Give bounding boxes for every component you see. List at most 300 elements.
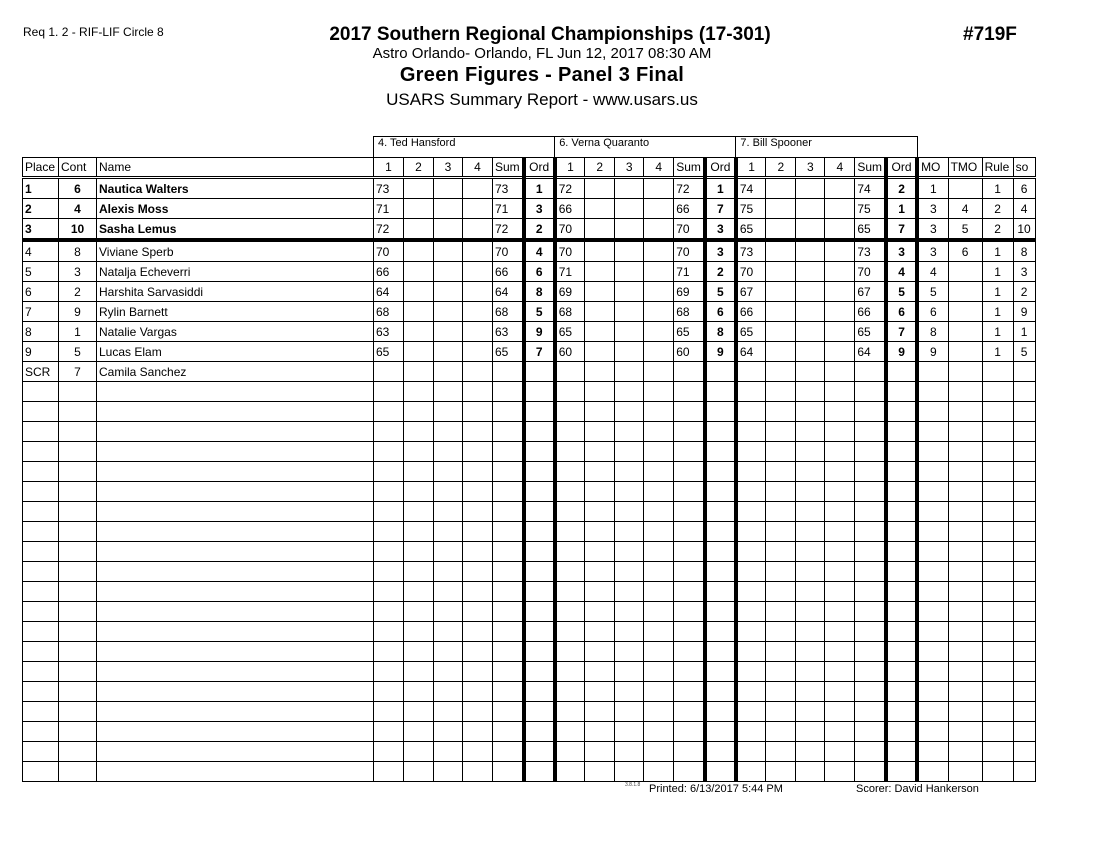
- judge2-score-3: [615, 762, 644, 782]
- judge1-sum: [493, 362, 524, 382]
- judge1-sum: [493, 682, 524, 702]
- judge3-score-2: [766, 562, 796, 582]
- judge2-score-4: [644, 262, 674, 282]
- cont-cell: 6: [59, 178, 97, 199]
- judge1-score-3: [434, 219, 463, 241]
- judge1-score-4: [463, 302, 493, 322]
- skater-name: [97, 462, 374, 482]
- judge2-score-1: [555, 762, 585, 782]
- event-id: #719F: [963, 24, 1017, 45]
- judge3-score-1: [736, 682, 766, 702]
- col-header-j2-sum: Sum: [674, 158, 705, 178]
- judge2-sum: 60: [674, 342, 705, 362]
- judge2-ord: 8: [705, 322, 736, 342]
- judge2-score-2: [585, 482, 615, 502]
- request-label: Req 1. 2 - RIF-LIF Circle 8: [23, 25, 164, 39]
- judge2-ord: [705, 682, 736, 702]
- mo-cell: [917, 642, 948, 662]
- tmo-cell: [948, 342, 982, 362]
- judge3-sum: 65: [855, 322, 886, 342]
- judge1-score-3: [434, 362, 463, 382]
- cont-cell: 4: [59, 199, 97, 219]
- col-header-j1-ord: Ord: [524, 158, 555, 178]
- judge1-score-4: [463, 219, 493, 241]
- empty-row: [23, 382, 1036, 402]
- place-cell: [23, 502, 59, 522]
- judge1-score-4: [463, 582, 493, 602]
- judge1-score-4: [463, 482, 493, 502]
- judge2-score-3: [615, 282, 644, 302]
- so-cell: 1: [1013, 322, 1035, 342]
- skater-name: [97, 742, 374, 762]
- judge1-score-3: [434, 502, 463, 522]
- judge2-ord: 9: [705, 342, 736, 362]
- judge3-ord: [886, 442, 917, 462]
- judge3-score-3: [796, 178, 825, 199]
- judge3-ord: [886, 702, 917, 722]
- judge1-score-1: [374, 742, 404, 762]
- judge3-score-4: [825, 762, 855, 782]
- judge3-score-3: [796, 622, 825, 642]
- place-cell: [23, 702, 59, 722]
- judge1-score-1: [374, 602, 404, 622]
- judge1-score-3: [434, 442, 463, 462]
- judge3-score-2: [766, 502, 796, 522]
- mo-cell: [917, 502, 948, 522]
- col-header-j1-sum: Sum: [493, 158, 524, 178]
- cont-cell: [59, 382, 97, 402]
- col-header-so: so: [1013, 158, 1035, 178]
- judge3-score-1: [736, 562, 766, 582]
- judge3-score-1: [736, 762, 766, 782]
- judge3-ord: 2: [886, 178, 917, 199]
- judge3-sum: [855, 722, 886, 742]
- judge1-score-1: 63: [374, 322, 404, 342]
- judge3-score-2: [766, 282, 796, 302]
- judge1-score-2: [404, 240, 434, 262]
- tmo-cell: [948, 282, 982, 302]
- judge2-ord: [705, 442, 736, 462]
- place-cell: [23, 422, 59, 442]
- empty-row: [23, 562, 1036, 582]
- mo-cell: [917, 402, 948, 422]
- judge3-ord: 4: [886, 262, 917, 282]
- judge3-score-4: [825, 462, 855, 482]
- judge2-score-3: [615, 402, 644, 422]
- tmo-cell: [948, 362, 982, 382]
- judge2-score-4: [644, 422, 674, 442]
- judge2-ord: [705, 582, 736, 602]
- judge2-sum: [674, 382, 705, 402]
- judge2-score-2: [585, 742, 615, 762]
- judge2-score-3: [615, 642, 644, 662]
- judge1-score-3: [434, 262, 463, 282]
- judge1-score-1: [374, 642, 404, 662]
- table-row: [23, 262, 1036, 282]
- judge3-score-2: [766, 199, 796, 219]
- so-cell: [1013, 442, 1035, 462]
- judge1-ord: [524, 602, 555, 622]
- judge2-score-1: 69: [555, 282, 585, 302]
- judge1-score-4: [463, 282, 493, 302]
- judge3-score-4: [825, 502, 855, 522]
- judge1-score-2: [404, 682, 434, 702]
- judge1-score-1: [374, 582, 404, 602]
- judge2-score-1: 66: [555, 199, 585, 219]
- col-header-j3-sum: Sum: [855, 158, 886, 178]
- mo-cell: [917, 382, 948, 402]
- judge3-sum: [855, 602, 886, 622]
- judge2-score-4: [644, 342, 674, 362]
- judge3-score-4: [825, 562, 855, 582]
- judge1-score-4: [463, 542, 493, 562]
- judge2-sum: [674, 502, 705, 522]
- judge3-sum: [855, 762, 886, 782]
- judge1-score-2: [404, 178, 434, 199]
- judge1-sum: [493, 502, 524, 522]
- judge3-sum: 65: [855, 219, 886, 241]
- judge2-score-1: [555, 602, 585, 622]
- judge3-ord: [886, 482, 917, 502]
- judge2-score-4: [644, 462, 674, 482]
- rule-cell: [982, 582, 1013, 602]
- judge1-ord: [524, 742, 555, 762]
- judge1-sum: [493, 422, 524, 442]
- judge2-score-4: [644, 199, 674, 219]
- judge1-score-1: [374, 382, 404, 402]
- skater-name: Natalie Vargas: [97, 322, 374, 342]
- rule-cell: [982, 702, 1013, 722]
- judge1-score-2: [404, 199, 434, 219]
- cont-cell: [59, 722, 97, 742]
- judge3-score-4: [825, 322, 855, 342]
- judge3-score-2: [766, 462, 796, 482]
- tmo-cell: [948, 662, 982, 682]
- empty-row: [23, 422, 1036, 442]
- judge3-score-3: [796, 362, 825, 382]
- skater-name: [97, 662, 374, 682]
- judge3-score-1: [736, 522, 766, 542]
- judge3-score-1: [736, 362, 766, 382]
- judge3-score-4: [825, 199, 855, 219]
- table-row: [23, 178, 1036, 199]
- judge3-score-4: [825, 282, 855, 302]
- judge3-score-1: 65: [736, 322, 766, 342]
- judge3-ord: 7: [886, 322, 917, 342]
- judge3-score-2: [766, 262, 796, 282]
- judge1-score-1: [374, 502, 404, 522]
- skater-name: [97, 582, 374, 602]
- judge3-score-3: [796, 722, 825, 742]
- judge1-sum: 70: [493, 240, 524, 262]
- judge1-score-4: [463, 642, 493, 662]
- judge1-ord: [524, 622, 555, 642]
- judge3-sum: [855, 742, 886, 762]
- judge3-ord: 7: [886, 219, 917, 241]
- judge3-score-4: [825, 522, 855, 542]
- judge2-score-2: [585, 382, 615, 402]
- judge3-ord: 9: [886, 342, 917, 362]
- judge2-score-3: [615, 240, 644, 262]
- judge1-score-1: 70: [374, 240, 404, 262]
- judge2-score-1: [555, 722, 585, 742]
- judge3-ord: [886, 542, 917, 562]
- judge2-ord: [705, 382, 736, 402]
- place-cell: 4: [23, 240, 59, 262]
- judge1-ord: 3: [524, 199, 555, 219]
- rule-cell: [982, 542, 1013, 562]
- judge1-sum: [493, 602, 524, 622]
- tmo-cell: [948, 262, 982, 282]
- judge1-score-4: [463, 682, 493, 702]
- judge2-sum: [674, 642, 705, 662]
- judge1-score-2: [404, 622, 434, 642]
- judge1-sum: [493, 722, 524, 742]
- judge2-score-4: [644, 702, 674, 722]
- judge1-score-4: [463, 762, 493, 782]
- judge1-score-1: [374, 402, 404, 422]
- judge3-ord: [886, 402, 917, 422]
- skater-name: Alexis Moss: [97, 199, 374, 219]
- place-cell: [23, 722, 59, 742]
- cont-cell: 8: [59, 240, 97, 262]
- judge1-sum: 66: [493, 262, 524, 282]
- skater-name: [97, 622, 374, 642]
- tmo-cell: [948, 562, 982, 582]
- judge3-score-2: [766, 622, 796, 642]
- judge3-ord: [886, 682, 917, 702]
- col-header-mo: MO: [917, 158, 948, 178]
- cont-cell: 2: [59, 282, 97, 302]
- judge1-score-1: [374, 702, 404, 722]
- judge1-score-1: 71: [374, 199, 404, 219]
- skater-name: [97, 602, 374, 622]
- judge2-ord: 7: [705, 199, 736, 219]
- rule-cell: [982, 722, 1013, 742]
- judge2-score-3: [615, 442, 644, 462]
- judge2-score-1: 65: [555, 322, 585, 342]
- empty-row: [23, 602, 1036, 622]
- judge-header-row: [23, 137, 1036, 158]
- judge3-score-1: [736, 402, 766, 422]
- judge3-ord: 3: [886, 240, 917, 262]
- judge3-sum: [855, 482, 886, 502]
- judge1-sum: 64: [493, 282, 524, 302]
- cont-cell: [59, 522, 97, 542]
- judge1-score-4: [463, 462, 493, 482]
- judge1-score-1: [374, 622, 404, 642]
- judge-name-2: 6. Verna Quaranto: [555, 137, 736, 158]
- judge3-sum: [855, 462, 886, 482]
- judge3-score-4: [825, 262, 855, 282]
- judge2-score-1: 72: [555, 178, 585, 199]
- so-cell: [1013, 722, 1035, 742]
- rule-cell: [982, 362, 1013, 382]
- cont-cell: [59, 742, 97, 762]
- mo-cell: [917, 722, 948, 742]
- place-cell: 7: [23, 302, 59, 322]
- judge3-score-1: 65: [736, 219, 766, 241]
- tmo-cell: [948, 582, 982, 602]
- judge1-ord: [524, 462, 555, 482]
- judge2-score-2: [585, 662, 615, 682]
- judge3-score-3: [796, 382, 825, 402]
- judge3-score-2: [766, 522, 796, 542]
- judge2-score-2: [585, 722, 615, 742]
- so-cell: 9: [1013, 302, 1035, 322]
- judge2-score-3: [615, 482, 644, 502]
- mo-cell: 3: [917, 240, 948, 262]
- version-code: 3.8.1.8: [625, 782, 641, 788]
- judge1-score-2: [404, 722, 434, 742]
- judge1-score-3: [434, 382, 463, 402]
- judge3-sum: 67: [855, 282, 886, 302]
- judge1-score-4: [463, 422, 493, 442]
- judge2-score-1: 70: [555, 240, 585, 262]
- judge2-ord: [705, 642, 736, 662]
- judge2-score-3: [615, 742, 644, 762]
- judge1-ord: [524, 402, 555, 422]
- judge2-sum: 66: [674, 199, 705, 219]
- judge2-score-4: [644, 302, 674, 322]
- judge1-score-3: [434, 462, 463, 482]
- judge3-score-3: [796, 742, 825, 762]
- mo-cell: [917, 442, 948, 462]
- page-title: 2017 Southern Regional Championships (17-301): [329, 24, 771, 45]
- empty-row: [23, 402, 1036, 422]
- judge2-ord: [705, 462, 736, 482]
- judge2-score-3: [615, 722, 644, 742]
- place-cell: 5: [23, 262, 59, 282]
- mo-cell: [917, 422, 948, 442]
- judge1-score-2: [404, 219, 434, 241]
- judge3-score-3: [796, 402, 825, 422]
- judge1-score-2: [404, 702, 434, 722]
- judge2-sum: [674, 742, 705, 762]
- tmo-cell: [948, 422, 982, 442]
- skater-name: [97, 522, 374, 542]
- judge1-sum: 63: [493, 322, 524, 342]
- judge2-ord: [705, 482, 736, 502]
- judge1-score-2: [404, 422, 434, 442]
- judge3-score-2: [766, 642, 796, 662]
- judge3-ord: [886, 522, 917, 542]
- judge3-score-4: [825, 702, 855, 722]
- judge2-score-2: [585, 199, 615, 219]
- judge1-ord: 4: [524, 240, 555, 262]
- judge1-score-3: [434, 482, 463, 502]
- cont-cell: [59, 482, 97, 502]
- judge1-score-3: [434, 240, 463, 262]
- judge3-score-3: [796, 762, 825, 782]
- judge1-score-3: [434, 682, 463, 702]
- place-cell: [23, 402, 59, 422]
- col-header-j3-2: 2: [766, 158, 796, 178]
- judge2-score-3: [615, 502, 644, 522]
- skater-name: Nautica Walters: [97, 178, 374, 199]
- judge2-ord: [705, 362, 736, 382]
- place-cell: 6: [23, 282, 59, 302]
- place-cell: [23, 542, 59, 562]
- judge3-score-4: [825, 622, 855, 642]
- mo-cell: [917, 762, 948, 782]
- judge2-score-3: [615, 522, 644, 542]
- judge3-score-2: [766, 742, 796, 762]
- judge3-sum: 66: [855, 302, 886, 322]
- judge2-sum: [674, 402, 705, 422]
- judge3-score-2: [766, 482, 796, 502]
- tmo-cell: [948, 702, 982, 722]
- judge3-score-1: [736, 542, 766, 562]
- judge3-ord: [886, 462, 917, 482]
- judge2-score-3: [615, 602, 644, 622]
- judge1-score-3: [434, 542, 463, 562]
- judge1-sum: [493, 742, 524, 762]
- judge2-score-1: [555, 362, 585, 382]
- judge1-sum: [493, 442, 524, 462]
- judge1-score-1: 65: [374, 342, 404, 362]
- judge2-sum: [674, 582, 705, 602]
- judge1-score-3: [434, 622, 463, 642]
- so-cell: 2: [1013, 282, 1035, 302]
- column-header-row: [23, 158, 1036, 178]
- judge3-score-4: [825, 542, 855, 562]
- cont-cell: 7: [59, 362, 97, 382]
- judge2-score-2: [585, 762, 615, 782]
- col-header-rule: Rule: [982, 158, 1013, 178]
- mo-cell: 3: [917, 219, 948, 241]
- judge1-score-1: [374, 682, 404, 702]
- skater-name: [97, 442, 374, 462]
- judge2-score-1: [555, 542, 585, 562]
- judge2-score-4: [644, 542, 674, 562]
- judge2-score-1: [555, 702, 585, 722]
- judge3-score-2: [766, 402, 796, 422]
- judge2-score-2: [585, 322, 615, 342]
- judge1-ord: [524, 642, 555, 662]
- judge3-ord: 6: [886, 302, 917, 322]
- judge3-score-3: [796, 502, 825, 522]
- judge3-score-3: [796, 342, 825, 362]
- so-cell: 10: [1013, 219, 1035, 241]
- tmo-cell: [948, 602, 982, 622]
- empty-row: [23, 702, 1036, 722]
- judge3-ord: 5: [886, 282, 917, 302]
- mo-cell: 4: [917, 262, 948, 282]
- judge2-score-4: [644, 582, 674, 602]
- judge2-score-3: [615, 322, 644, 342]
- tmo-cell: 5: [948, 219, 982, 241]
- judge3-sum: [855, 442, 886, 462]
- col-header-j3-ord: Ord: [886, 158, 917, 178]
- judge1-score-4: [463, 178, 493, 199]
- judge1-score-1: 73: [374, 178, 404, 199]
- judge3-score-1: [736, 622, 766, 642]
- judge-name-1: 4. Ted Hansford: [374, 137, 555, 158]
- judge3-score-2: [766, 302, 796, 322]
- cont-cell: [59, 702, 97, 722]
- judge2-sum: 70: [674, 240, 705, 262]
- judge2-sum: 68: [674, 302, 705, 322]
- empty-row: [23, 622, 1036, 642]
- cont-cell: [59, 562, 97, 582]
- cont-cell: [59, 602, 97, 622]
- judge3-score-1: [736, 722, 766, 742]
- judge2-score-4: [644, 622, 674, 642]
- judge1-sum: [493, 642, 524, 662]
- judge3-score-2: [766, 582, 796, 602]
- skater-name: Camila Sanchez: [97, 362, 374, 382]
